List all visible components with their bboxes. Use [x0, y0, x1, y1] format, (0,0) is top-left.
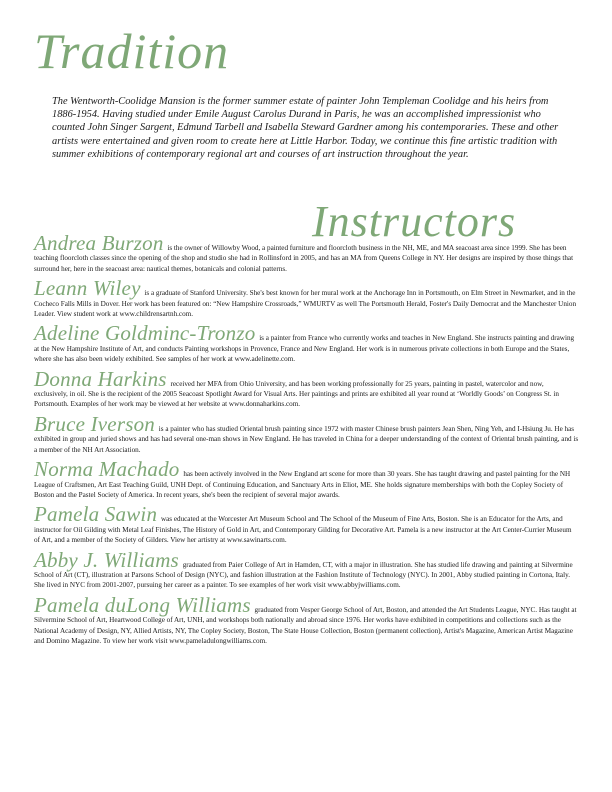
instructor-entry: [34, 231, 579, 274]
instructor-name: Bruce Iverson: [34, 411, 155, 436]
instructor-entry: [34, 366, 579, 410]
instructor-name: Donna Harkins: [34, 366, 167, 391]
instructor-bio: is the owner of Willowby Wood, a painted furniture and floorcloth business in the NH, ME, and MA seacoast area since 1999. She has been teaching floorcloth classes since the opening of the shop and studio she had in Rollinsford in 2005, and has an MA from Queens College in NY. Her designs are inspired by those things that surround her, here in the seacoast area: nautical themes, botanicals and colonial patterns.: [34, 244, 574, 273]
instructor-bio: received her MFA from Ohio University, and has been working professionally for 25 years, painting in pastel, watercolor and now, exclusively, in oil. She is the recipient of the 2005 Seacoast Spotlight Award for Visual Arts. Her paintings and prints are exhibited all year round at ‘Worldly Goods’ on Congress St. in Portsmouth. Examples of her work may be viewed at her website at www.donnaharkins.com.: [34, 379, 559, 409]
instructor-list: [34, 231, 579, 646]
instructor-entry: [34, 457, 579, 500]
instructor-bio: is a painter who has studied Oriental brush painting since 1972 with master Chinese brush painters Jean Shen, Ning Yeh, and I-Hsiung Ju. He has exhibited in group and juried shows and has had several one-man shows in New England. He has traveled in China for a deeper understanding of the context of Oriental brush painting, and is a member of the NH Art Association.: [34, 424, 579, 454]
instructor-name: Andrea Burzon: [34, 231, 164, 255]
tradition-heading: Tradition: [34, 23, 230, 79]
intro-paragraph: The Wentworth-Coolidge Mansion is the former summer estate of painter John Templeman Coolidge and his heirs from 1886-1954. Having studied under Emile August Carolus Durand in Paris, he was an accomplished impressionist who counted John Singer Sargent, Edmund Tarbell and Isabella Steward Gardner among his contemporaries. These and other artists were entertained and given room to create here at Little Harbor. Today, we continue this fine artistic tradition with summer exhibitions of contemporary regional art and courses of art instruction throughout the year.: [52, 96, 559, 160]
instructor-entry: [34, 592, 579, 647]
instructor-bio: is a graduate of Stanford University. She's best known for her mural work at the Anchorage Inn in Portsmouth, on Elm Street in Newmarket, and in the Cocheco Falls Mills in Dover. Her work has been featured on: “New Hampshire Crossroads,” WMURTV as well The Portsmouth Herald, Foster's Daily Democrat and the Manchester Union Leader. View student work at www.childrensartnh.com.: [34, 289, 577, 319]
instructor-entry: [34, 411, 579, 455]
instructor-name: Leann Wiley: [34, 276, 141, 301]
instructor-entry: [34, 502, 579, 545]
instructor-name: Pamela duLong Williams: [34, 592, 251, 617]
instructors-heading: Instructors: [312, 197, 517, 246]
instructor-bio: graduated from Vesper George School of Art, Boston, and attended the Art Students League, NYC. Has taught at Silvermine School of Art, Heartwood College of Art, UNH, and workshops both nationally and abroad since 1976. Her works have exhibited in competitions and collections such as the National Academy of Design, NY, Allied Artists, NY, The Copley Society, Boston, The State House Collection, Boston (permanent collection), Artist's Magazine, American Artist Magazine and Domino Magazine. To view her work visit www.pameladulongwilliams.com.: [34, 605, 577, 645]
instructor-name: Adeline Goldminc-Tronzo: [34, 321, 256, 346]
instructor-bio: has been actively involved in the New England art scene for more than 30 years. She has taught drawing and pastel painting for the NH League of Craftsmen, Art East Teaching Guild, UNH Dept. of Continuing Education, and Sanctuary Arts in Eliot, ME. She holds signature memberships with both the Copley Society of Boston and the Pastel Society of America. In recent years, she's been the recipient of several major awards.: [34, 470, 571, 499]
instructor-name: Pamela Sawin: [34, 502, 158, 527]
instructor-name: Abby J. Williams: [34, 547, 179, 572]
instructor-entry: [34, 276, 579, 319]
instructor-bio: graduated from Paier College of Art in Hamden, CT, with a major in illustration. She has studied life drawing and painting at Silvermine School of Art (CT), illustration at Parsons School of Design (NYC), and fashion illustration at the Fashion Institute of Technology (NYC). In 2001, Abby studied painting in Cortona, Italy. She lived in NYC from 2001-2007, pursuing her career as a painter. To see examples of her work visit www.abbyjwilliams.com.: [34, 560, 573, 590]
instructor-bio: is a painter from France who currently works and teaches in New England. She instructs painting and drawing at the New Hampshire Institute of Art, and conducts Painting workshops in Provence, France and New England. Her work is in numerous private collections in both Europe and the States, where she has also been widely exhibited. See samples of her work at www.adelinette.com.: [34, 334, 575, 364]
instructor-entry: [34, 321, 579, 364]
instructor-name: Norma Machado: [34, 457, 180, 482]
instructor-entry: [34, 547, 579, 591]
instructor-bio: was educated at the Worcester Art Museum School and The School of the Museum of Fine Arts, Boston. She is an Educator for the Arts, and instructor for Oil Gilding with Metal Leaf Finishes, The History of Gold in Art, and Contemporary Gilding for Decorative Art. Pamela is a new instructor at the Art Center-Currier Museum of Art, and a member of the Society of Gilders. View her artistry at www.sawinarts.com.: [34, 515, 572, 545]
